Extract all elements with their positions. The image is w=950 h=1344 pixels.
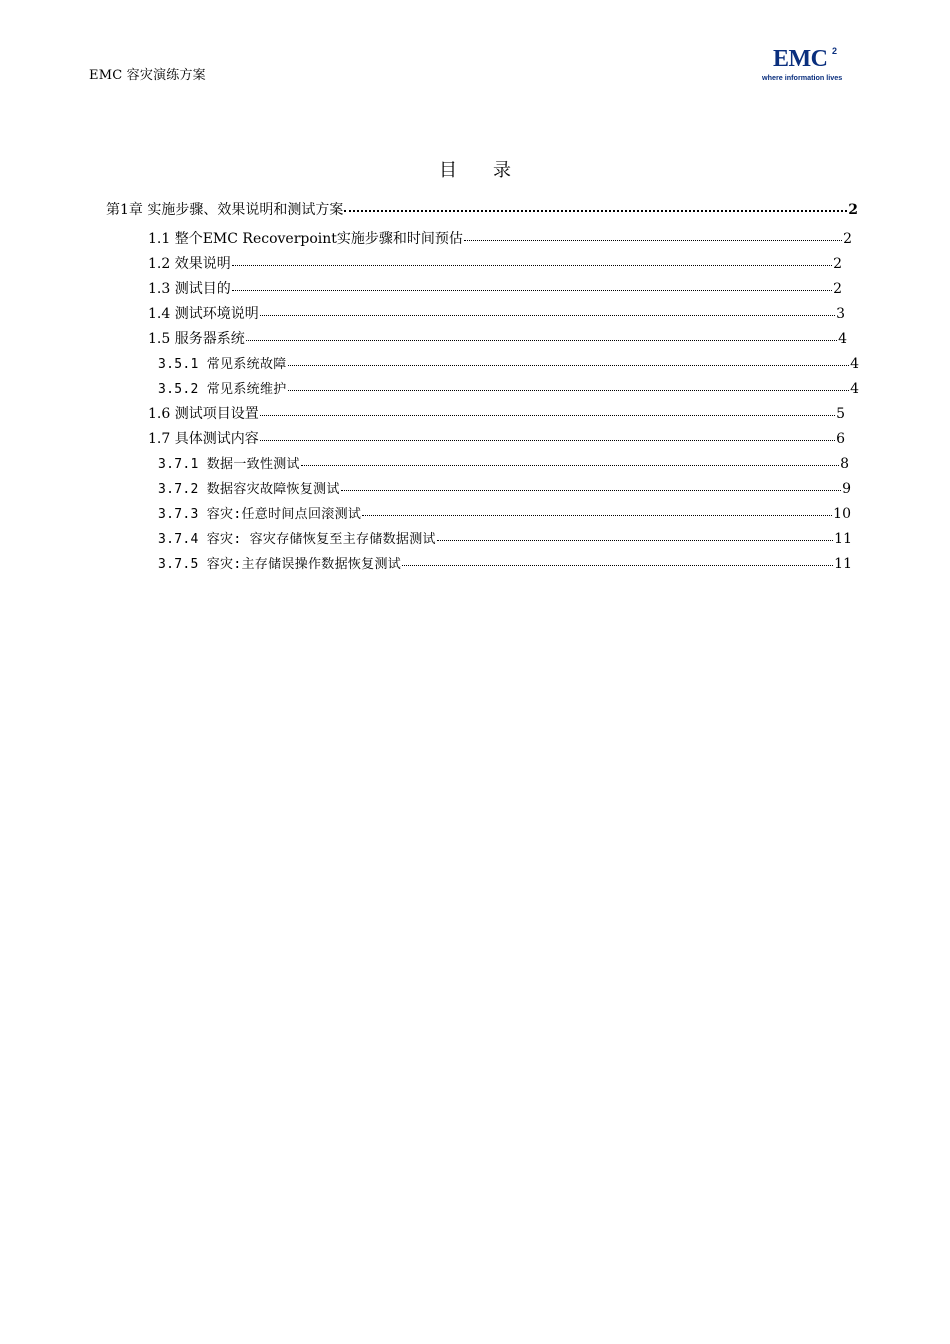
toc-entry-page: 10 — [833, 506, 851, 522]
toc-leader-dots — [260, 426, 835, 441]
toc-entry-label: 第1章 实施步骤、效果说明和测试方案 — [106, 202, 344, 218]
toc-entry-page: 4 — [850, 381, 859, 397]
toc-entry-1-2[interactable] — [148, 253, 842, 273]
toc-entry-label: 1.4 测试环境说明 — [148, 306, 259, 322]
toc-leader-dots — [288, 351, 850, 366]
toc-entry-page: 8 — [840, 456, 849, 472]
toc-leader-dots — [232, 276, 832, 291]
toc-leader-dots — [288, 376, 850, 391]
toc-entry-page: 3 — [836, 306, 845, 322]
toc-entry-label: 3.7.5 容灾:主存储误操作数据恢复测试 — [158, 557, 402, 572]
emc-logo — [762, 46, 854, 82]
toc-entry-label: 3.5.2 常见系统维护 — [158, 382, 287, 397]
toc-entry-1-4[interactable] — [148, 303, 845, 323]
toc-entry-page: 11 — [834, 556, 852, 572]
logo-tagline: where information lives — [762, 73, 843, 82]
toc-entry-3-7-2[interactable] — [158, 478, 851, 498]
toc-leader-dots — [301, 451, 839, 466]
toc-entry-label: 3.7.1 数据一致性测试 — [158, 457, 300, 472]
toc-entry-1-5[interactable] — [148, 328, 847, 348]
toc-entry-page: 2 — [843, 231, 852, 247]
toc-leader-dots — [464, 226, 842, 241]
toc-leader-dots — [344, 196, 847, 212]
toc-entry-label: 3.7.2 数据容灾故障恢复测试 — [158, 482, 340, 497]
toc-entry-1-1[interactable] — [148, 228, 852, 248]
toc-entry-1-6[interactable] — [148, 403, 845, 423]
toc-leader-dots — [341, 476, 841, 491]
toc-entry-page: 2 — [833, 256, 842, 272]
toc-entry-page: 2 — [848, 202, 858, 218]
toc-entry-label: 1.6 测试项目设置 — [148, 406, 259, 422]
toc-entry-3-5-1[interactable] — [158, 353, 859, 373]
toc-entry-3-7-4[interactable] — [158, 528, 852, 548]
toc-entry-label: 3.5.1 常见系统故障 — [158, 357, 287, 372]
toc-entry-1-7[interactable] — [148, 428, 845, 448]
logo-superscript: 2 — [832, 46, 838, 56]
toc-entry-label: 1.2 效果说明 — [148, 256, 231, 272]
toc-leader-dots — [362, 501, 832, 516]
toc-entry-page: 6 — [836, 431, 845, 447]
toc-entry-page: 4 — [838, 331, 847, 347]
toc-entry-label: 1.3 测试目的 — [148, 281, 231, 297]
toc-entry-3-7-1[interactable] — [158, 453, 849, 473]
toc-entry-page: 5 — [836, 406, 845, 422]
toc-entry-3-7-3[interactable] — [158, 503, 851, 523]
toc-entry-page: 4 — [850, 356, 859, 372]
toc-leader-dots — [246, 326, 837, 341]
toc-entry-label: 1.1 整个EMC Recoverpoint实施步骤和时间预估 — [148, 231, 463, 247]
toc-entry-label: 1.7 具体测试内容 — [148, 431, 259, 447]
toc-entry-3-7-5[interactable] — [158, 553, 852, 573]
toc-entry-chapter-1[interactable] — [106, 198, 858, 218]
toc-entry-page: 9 — [842, 481, 851, 497]
toc-entry-label: 1.5 服务器系统 — [148, 331, 245, 347]
toc-leader-dots — [437, 526, 833, 541]
toc-entry-label: 3.7.4 容灾: 容灾存储恢复至主存储数据测试 — [158, 532, 436, 547]
toc-leader-dots — [232, 251, 832, 266]
toc-entry-1-3[interactable] — [148, 278, 842, 298]
header-doc-title: EMC 容灾演练方案 — [89, 68, 206, 83]
logo-text: EMC — [773, 46, 828, 72]
toc-leader-dots — [260, 301, 835, 316]
toc-leader-dots — [260, 401, 835, 416]
toc-leader-dots — [402, 551, 833, 566]
toc-entry-label: 3.7.3 容灾:任意时间点回滚测试 — [158, 507, 362, 522]
toc-entry-page: 2 — [833, 281, 842, 297]
toc-entry-3-5-2[interactable] — [158, 378, 859, 398]
toc-entry-page: 11 — [834, 531, 852, 547]
toc-title: 目录 — [439, 160, 547, 181]
